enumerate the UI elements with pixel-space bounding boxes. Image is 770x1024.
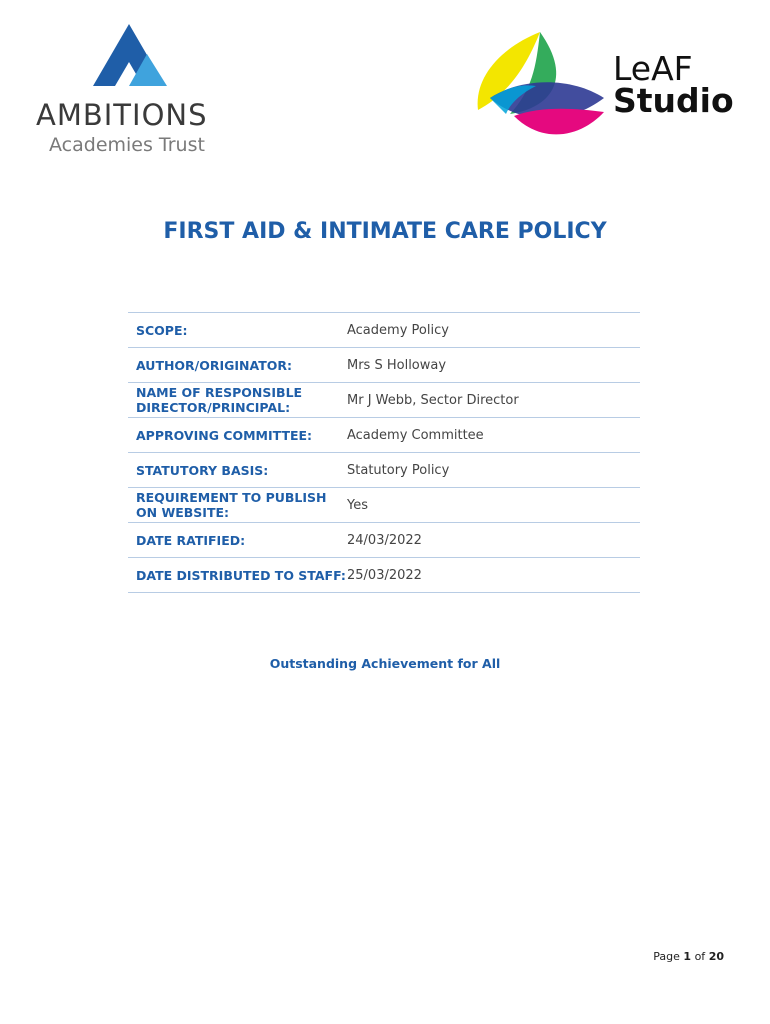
table-row — [128, 348, 640, 383]
row-label: DATE DISTRIBUTED TO STAFF: — [136, 567, 346, 583]
policy-details-table — [128, 312, 640, 593]
row-value: Yes — [347, 497, 368, 513]
table-row — [128, 383, 640, 418]
ambitions-logo — [30, 22, 240, 162]
leaf-logo-line2: Studio — [613, 81, 734, 120]
row-label: AUTHOR/ORIGINATOR: — [136, 357, 292, 373]
row-value: Academy Committee — [347, 427, 484, 443]
page-word: Page — [653, 950, 680, 963]
page-total: 20 — [708, 950, 724, 963]
row-value: Statutory Policy — [347, 462, 450, 478]
ambitions-logo-subtitle: Academies Trust — [49, 134, 205, 156]
table-row — [128, 523, 640, 558]
motto: Outstanding Achievement for All — [269, 656, 501, 671]
row-value: Mrs S Holloway — [347, 357, 447, 373]
row-label: NAME OF RESPONSIBLE DIRECTOR/PRINCIPAL: — [136, 385, 303, 415]
table-row — [128, 453, 640, 488]
row-value: Academy Policy — [347, 322, 449, 338]
of-word: of — [694, 950, 706, 963]
ambitions-logo-name: AMBITIONS — [36, 98, 208, 132]
row-label: STATUTORY BASIS: — [136, 462, 269, 478]
page-footer — [653, 950, 724, 963]
leaf-studio-logo — [470, 28, 734, 146]
row-value: Mr J Webb, Sector Director — [347, 392, 519, 408]
row-value: 25/03/2022 — [347, 567, 422, 583]
table-row — [128, 558, 640, 593]
leaf-logo-line1: LeAF — [613, 49, 693, 88]
row-label: SCOPE: — [136, 322, 188, 338]
page-title: FIRST AID & INTIMATE CARE POLICY — [163, 219, 607, 244]
table-row — [128, 418, 640, 453]
row-label: REQUIREMENT TO PUBLISH ON WEBSITE: — [136, 490, 327, 520]
row-label: APPROVING COMMITTEE: — [136, 427, 313, 443]
leaf-petals-icon — [470, 28, 610, 146]
row-value: 24/03/2022 — [347, 532, 422, 548]
page-number: 1 — [683, 950, 692, 963]
table-row — [128, 313, 640, 348]
table-row — [128, 488, 640, 523]
ambitions-triangle-icon — [85, 22, 185, 92]
row-label: DATE RATIFIED: — [136, 532, 246, 548]
